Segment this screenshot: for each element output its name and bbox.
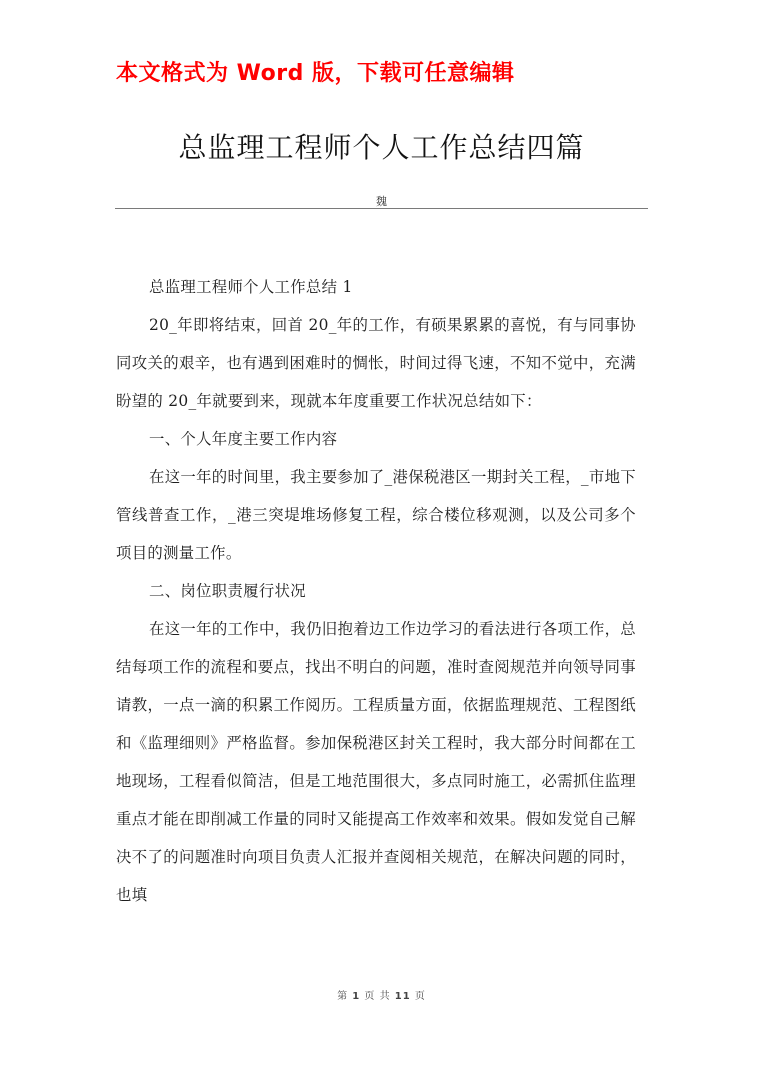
document-title: 总监理工程师个人工作总结四篇: [178, 131, 585, 164]
body-paragraph: 20_年即将结束，回首 20_年的工作，有硕果累累的喜悦，有与同事协同攻关的艰辛，也有遇到困难时的惆怅，时间过得飞速，不知不觉中，充满盼望的 20_年就要到来，现就本年度重要工作状况总结如下：: [116, 316, 636, 410]
subsection-heading: 二、岗位职责履行状况: [149, 582, 306, 600]
header-divider: [115, 208, 648, 209]
total-pages-number: 11: [394, 991, 411, 1002]
document-author: 魏: [376, 195, 387, 208]
subsection-heading: 一、个人年度主要工作内容: [149, 430, 338, 448]
page-footer: [0, 987, 763, 1002]
document-body: [116, 268, 636, 914]
section-heading-1: 总监理工程师个人工作总结 1: [149, 278, 353, 296]
word-format-banner: 本文格式为 Word 版，下载可任意编辑: [116, 61, 515, 86]
body-paragraph: 在这一年的时间里，我主要参加了_港保税港区一期封关工程，_市地下管线普查工作，_港三突堤堆场修复工程，综合楼位移观测，以及公司多个项目的测量工作。: [116, 468, 636, 562]
footer-middle: 页 共: [364, 991, 391, 1002]
footer-prefix: 第: [337, 991, 349, 1002]
footer-suffix: 页: [414, 991, 426, 1002]
body-paragraph: 在这一年的工作中，我仍旧抱着边工作边学习的看法进行各项工作，总结每项工作的流程和要点，找出不明白的问题，准时查阅规范并向领导同事请教，一点一滴的积累工作阅历。工程质量方面，依据监理规范、工程图纸和《监理细则》严格监督。参加保税港区封关工程时，我大部分时间都在工地现场，工程看似简洁，但是工地范围很大，多点同时施工，必需抓住监理重点才能在即削减工作量的同时又能提高工作效率和效果。假如发觉自己解决不了的问题准时向项目负责人汇报并查阅相关规范，在解决问题的同时，也填: [116, 620, 636, 904]
current-page-number: 1: [352, 991, 361, 1002]
